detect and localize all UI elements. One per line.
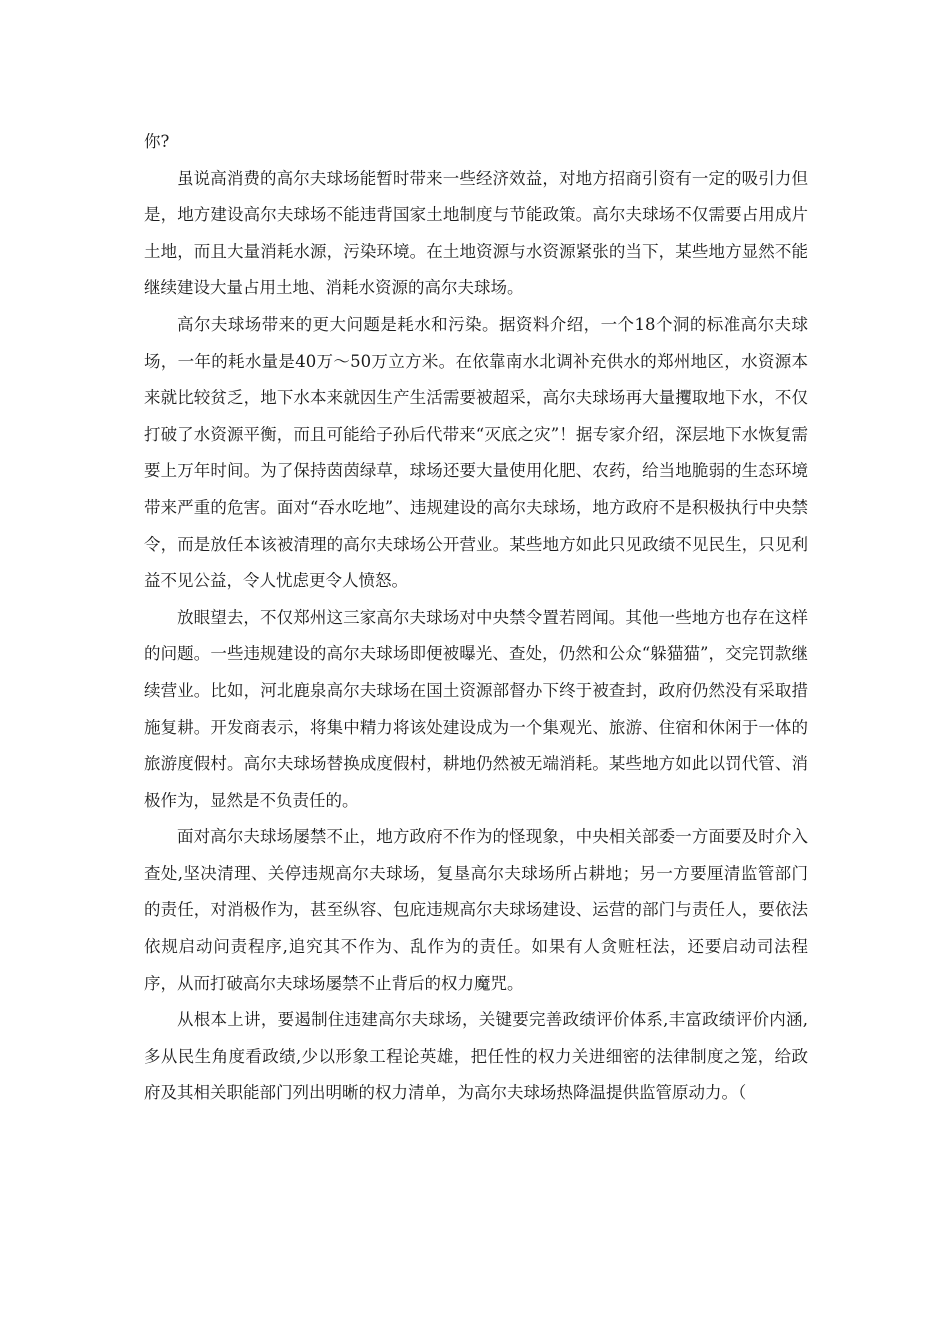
- paragraph-fundamental-solution: 从根本上讲，要遏制住违建高尔夫球场，关键要完善政绩评价体系,丰富政绩评价内涵,多从民生角度看政绩,少以形象工程论英雄，把任性的权力关进细密的法律制度之笼，给政府及其相关职能部门列出明晰的权力清单，为高尔夫球场热降温提供监管原动力。（: [144, 1010, 808, 1103]
- paragraph-economic-benefit: 虽说高消费的高尔夫球场能暂时带来一些经济效益，对地方招商引资有一定的吸引力但是，地方建设高尔夫球场不能违背国家土地制度与节能政策。高尔夫球场不仅需要占用成片土地，而且大量消耗水源，污染环境。在土地资源与水资源紧张的当下，某些地方显然不能继续建设大量占用土地、消耗水资源的高尔夫球场。: [144, 168, 808, 298]
- paragraph-accountability: 面对高尔夫球场屡禁不止，地方政府不作为的怪现象，中央相关部委一方面要及时介入查处,坚决清理、关停违规高尔夫球场，复垦高尔夫球场所占耕地；另一方要厘清监管部门的责任，对消极作为，甚至纵容、包庇违规高尔夫球场建设、运营的部门与责任人，要依法依规启动问责程序,追究其不作为、乱作为的责任。如果有人贪赃枉法，还要启动司法程序，从而打破高尔夫球场屡禁不止背后的权力魔咒。: [144, 827, 808, 993]
- paragraph-continuation: 你?: [144, 132, 170, 151]
- paragraph-other-regions: 放眼望去，不仅郑州这三家高尔夫球场对中央禁令置若罔闻。其他一些地方也存在这样的问题。一些违规建设的高尔夫球场即便被曝光、查处，仍然和公众“躲猫猫”，交完罚款继续营业。比如，河北鹿泉高尔夫球场在国土资源部督办下终于被查封，政府仍然没有采取措施复耕。开发商表示，将集中精力将该处建设成为一个集观光、旅游、住宿和休闲于一体的旅游度假村。高尔夫球场替换成度假村，耕地仍然被无端消耗。某些地方如此以罚代管、消极作为，显然是不负责任的。: [144, 607, 808, 810]
- paragraph-water-pollution: 高尔夫球场带来的更大问题是耗水和污染。据资料介绍，一个18个洞的标准高尔夫球场，一年的耗水量是40万～50万立方米。在依靠南水北调补充供水的郑州地区，水资源本来就比较贫乏，地下水本来就因生产生活需要被超采，高尔夫球场再大量攫取地下水，不仅打破了水资源平衡，而且可能给子孙后代带来“灭底之灾”！据专家介绍，深层地下水恢复需要上万年时间。为了保持茵茵绿草，球场还要大量使用化肥、农药，给当地脆弱的生态环境带来严重的危害。面对“吞水吃地”、违规建设的高尔夫球场，地方政府不是积极执行中央禁令，而是放任本该被清理的高尔夫球场公开营业。某些地方如此只见政绩不见民生，只见利益不见公益，令人忧虑更令人愤怒。: [144, 314, 808, 591]
- article-body: [144, 124, 808, 1112]
